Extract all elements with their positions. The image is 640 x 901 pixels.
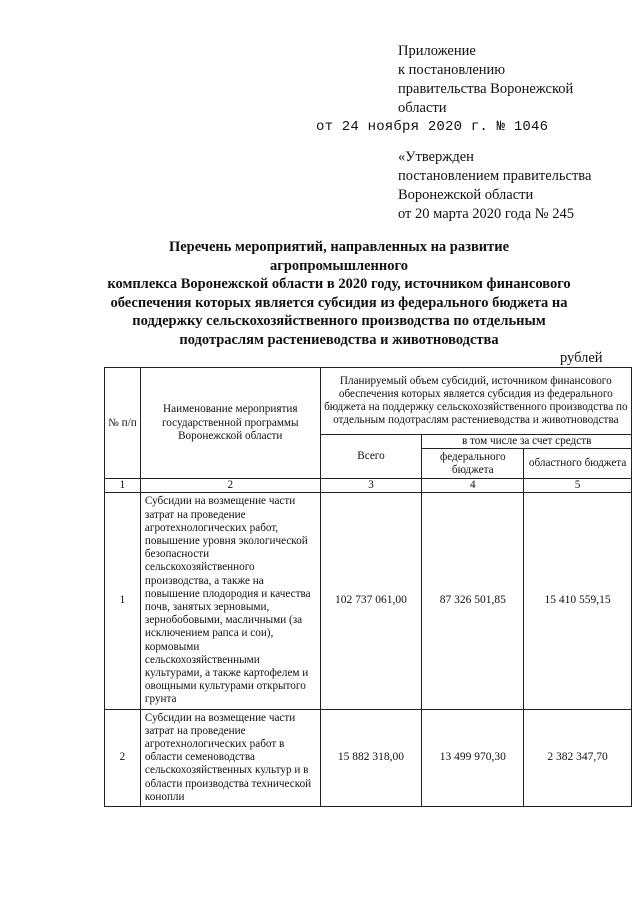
row-num: 2 xyxy=(105,709,141,806)
title-line: поддержку сельскохозяйственного производства по отдельным xyxy=(132,313,546,330)
row-regional: 2 382 347,70 xyxy=(524,709,632,806)
appendix-line: правительства Воронежской xyxy=(398,81,574,97)
approved-line: постановлением правительства xyxy=(398,168,592,184)
column-number: 2 xyxy=(140,479,320,493)
approved-line: «Утвержден xyxy=(398,149,474,165)
header-federal: федерального бюджета xyxy=(422,449,524,479)
table-row xyxy=(105,493,632,709)
approved-line: Воронежской области xyxy=(398,187,534,203)
row-total: 102 737 061,00 xyxy=(320,493,422,709)
title-line: обеспечения которых является субсидия из федерального бюджета на xyxy=(110,294,568,311)
approved-line: от 20 марта 2020 года № 245 xyxy=(398,206,574,222)
currency-unit: рублей xyxy=(560,350,603,366)
decree-stamp: от 24 ноября 2020 г. № 1046 xyxy=(316,119,549,135)
row-name: Субсидии на возмещение части затрат на проведение агротехнологических работ в области семеноводства сельскохозяйственных культур и в области производства технической конопли xyxy=(140,709,320,806)
approved-block xyxy=(398,148,633,224)
header-regional: областного бюджета xyxy=(524,449,632,479)
column-number-row xyxy=(105,479,632,493)
appendix-block xyxy=(398,42,628,118)
column-number: 4 xyxy=(422,479,524,493)
row-federal: 13 499 970,30 xyxy=(422,709,524,806)
row-name: Субсидии на возмещение части затрат на проведение агротехнологических работ, повышение уровня экологической безопасности сельскохозяйственного производства, а также на повышение плодородия и качества почв, занятых зерновыми, зернобобовыми, масличными (за исключением рапса и сои), кормовыми сельскохозяйственными культурами, а также картофелем и овощными культурами открытого грунта xyxy=(140,493,320,709)
header-planned: Планируемый объем субсидий, источником финансового обеспечения которых является субсидия из федерального бюджета на поддержку сельскохозяйственного производства по отдельным подотраслям растениеводства и животноводства xyxy=(320,368,631,435)
column-number: 5 xyxy=(524,479,632,493)
column-number: 3 xyxy=(320,479,422,493)
appendix-line: области xyxy=(398,100,447,116)
header-num: № п/п xyxy=(105,368,141,479)
row-total: 15 882 318,00 xyxy=(320,709,422,806)
appendix-line: Приложение xyxy=(398,43,476,59)
header-name: Наименование мероприятия государственной программы Воронежской области xyxy=(140,368,320,479)
table-row xyxy=(105,709,632,806)
row-federal: 87 326 501,85 xyxy=(422,493,524,709)
header-including: в том числе за счет средств xyxy=(422,435,632,449)
title-line: комплекса Воронежской области в 2020 году, источником финансового xyxy=(107,276,571,293)
subsidy-table xyxy=(104,367,632,807)
appendix-line: к постановлению xyxy=(398,62,506,78)
document-title xyxy=(104,238,574,350)
title-line: Перечень мероприятий, направленных на развитие агропромышленного xyxy=(168,239,510,274)
column-number: 1 xyxy=(105,479,141,493)
row-num: 1 xyxy=(105,493,141,709)
header-total: Всего xyxy=(320,435,422,479)
title-line: подотраслям растениеводства и животноводства xyxy=(179,331,499,348)
row-regional: 15 410 559,15 xyxy=(524,493,632,709)
